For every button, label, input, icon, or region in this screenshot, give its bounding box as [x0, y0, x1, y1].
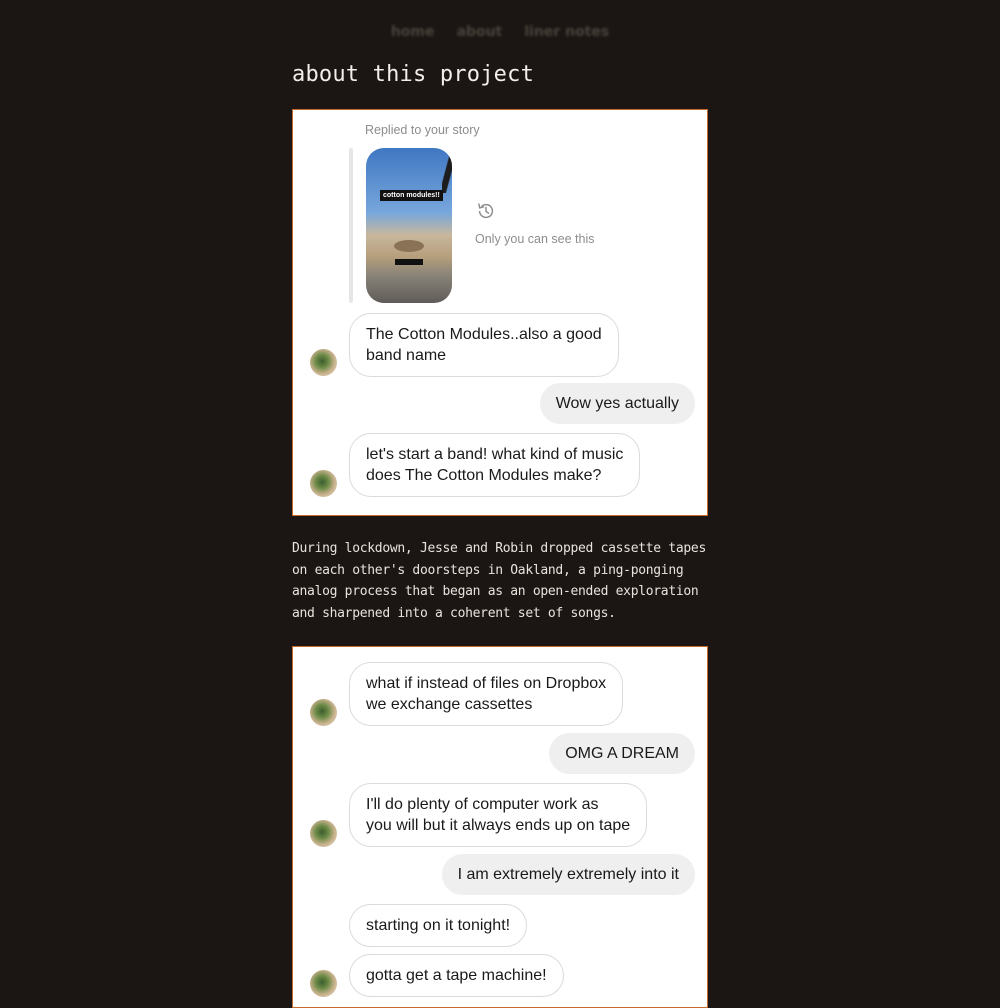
- nav-liner-notes-link[interactable]: liner notes: [524, 24, 610, 40]
- story-thumbnail[interactable]: [366, 148, 452, 303]
- avatar[interactable]: [310, 970, 337, 997]
- message-line: you will but it always ends up on tape: [366, 817, 631, 834]
- chat-screenshot-cassettes: [292, 646, 708, 1008]
- message-bubble-outgoing: [549, 733, 695, 774]
- nav-about-link[interactable]: about: [456, 24, 503, 40]
- message-bubble-incoming: [349, 313, 619, 377]
- message-line: does The Cotton Modules make?: [366, 467, 602, 484]
- message-line: I am extremely extremely into it: [457, 866, 679, 883]
- message-line: starting on it tonight!: [366, 917, 511, 934]
- message-bubble-incoming: [349, 904, 527, 947]
- top-nav: [0, 24, 1000, 40]
- chat-screenshot-story-reply: [292, 109, 708, 516]
- message-line: The Cotton Modules..also a good: [366, 326, 602, 343]
- story-caption: cotton modules!!: [380, 190, 443, 201]
- avatar[interactable]: [310, 349, 337, 376]
- message-line: band name: [366, 347, 447, 364]
- message-bubble-outgoing: [540, 383, 695, 424]
- message-bubble-incoming: [349, 783, 647, 847]
- message-line: Wow yes actually: [555, 395, 679, 412]
- dashboard-edge: [442, 148, 452, 193]
- story-shrub: [394, 240, 424, 252]
- nav-home-link[interactable]: home: [390, 24, 435, 40]
- page-title: about this project: [292, 62, 535, 87]
- message-line: what if instead of files on Dropbox: [366, 675, 607, 692]
- message-line: let's start a band! what kind of music: [366, 446, 624, 463]
- message-line: gotta get a tape machine!: [366, 967, 547, 984]
- replied-to-story-label: Replied to your story: [365, 123, 480, 137]
- story-sticker: [395, 259, 423, 265]
- message-bubble-incoming: [349, 662, 623, 726]
- history-icon: [475, 200, 497, 222]
- project-description: During lockdown, Jesse and Robin dropped cassette tapes on each other's doorsteps in Oakland, a ping-ponging analog process that began as an open-ended exploration and sharpened into a coherent set of songs.: [292, 541, 706, 622]
- message-line: I'll do plenty of computer work as: [366, 796, 599, 813]
- message-bubble-incoming: [349, 433, 640, 497]
- only-you-can-see-text: Only you can see this: [475, 232, 595, 246]
- message-line: we exchange cassettes: [366, 696, 533, 713]
- reply-quote-bar: [349, 148, 353, 303]
- private-notice: [475, 200, 595, 246]
- avatar[interactable]: [310, 470, 337, 497]
- message-line: OMG A DREAM: [565, 745, 679, 762]
- avatar[interactable]: [310, 820, 337, 847]
- message-bubble-incoming: [349, 954, 564, 997]
- message-bubble-outgoing: [442, 854, 695, 895]
- avatar[interactable]: [310, 699, 337, 726]
